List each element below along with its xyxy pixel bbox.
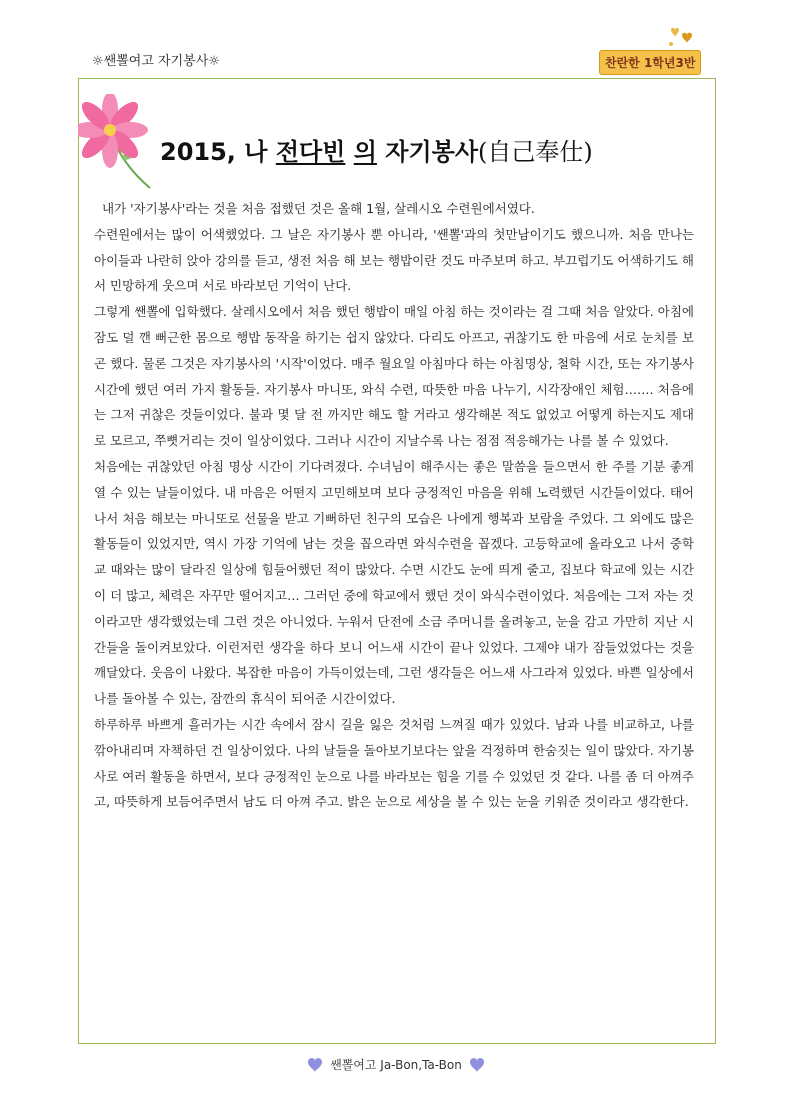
page-title <box>160 132 720 167</box>
class-badge: 찬란한 1학년3반 <box>599 50 701 75</box>
heart-right-icon <box>468 1057 486 1073</box>
title-hanja: (自己奉仕) <box>478 138 593 166</box>
essay-paragraph: 처음에는 귀찮았던 아침 명상 시간이 기다려졌다. 수녀님이 해주시는 좋은 말씀을 들으면서 한 주를 기분 좋게 열 수 있는 날들이었다. 내 마음은 어떤지 고민해보며 보다 긍정적인 마음을 위해 노력했던 시간들이었다. 태어나서 처음 해보는 마니또로 선물을 받고 기뻐하던 친구의 모습은 나에게 행복과 보람을 주었다. 그 외에도 많은 활동들이 있었지만, 역시 가장 기억에 남는 것을 꼽으라면 와식수련을 꼽겠다. 고등학교에 올라오고 나서 중학교 때와는 많이 달라진 일상에 힘들어했던 적이 많았다. 수면 시간도 눈에 띄게 줄고, 집보다 학교에 있는 시간이 더 많고, 체력은 자꾸만 떨어지고… 그러던 중에 학교에서 했던 것이 와식수련이었다. 처음에는 그저 자는 것이라고만 생각했었는데 그런 것은 아니었다. 누워서 단전에 소금 주머니를 올려놓고, 눈을 감고 가만히 지난 시간들을 돌이켜보았다. 이런저런 생각을 하다 보니 어느새 시간이 끝나 있었다. 그제야 내가 잠들었었다는 것을 깨달았다. 웃음이 나왔다. 복잡한 마음이 가득이었는데, 그런 생각들은 어느새 사그라져 있었다. 바쁜 일상에서 나를 돌아볼 수 있는, 잠깐의 휴식이 되어준 시간이었다. <box>94 458 694 707</box>
essay-paragraph: 수련원에서는 많이 어색했었다. 그 날은 자기봉사 뿐 아니라, '쌘뽈'과의 첫만남이기도 했으니까. 처음 만나는 아이들과 나란히 앉아 강의를 듣고, 생전 처음 해 보는 행밥이란 것도 마주보며 하고. 부끄럽기도 어색하기도 해서 민망하게 웃으며 서로 바라보던 기억이 난다. <box>94 226 694 294</box>
essay-paragraph: 하루하루 바쁘게 흘러가는 시간 속에서 잠시 길을 잃은 것처럼 느껴질 때가 있었다. 남과 나를 비교하고, 나를 깎아내리며 자책하던 건 일상이었다. 나의 날들을 돌아보기보다는 앞을 걱정하며 한숨짓는 일이 많았다. 자기봉사로 여러 활동을 하면서, 보다 긍정적인 눈으로 나를 바라보는 힘을 기를 수 있었던 것 같다. 나를 좀 더 아껴주고, 따뜻하게 보듬어주면서 남도 더 아껴 주고. 밝은 눈으로 세상을 볼 수 있는 눈을 키워준 것이라고 생각한다. <box>94 716 694 810</box>
title-particle: 의 <box>353 138 377 166</box>
heart-left-icon <box>306 1057 324 1073</box>
essay-body <box>94 196 694 815</box>
title-prefix: 2015, 나 <box>160 138 276 166</box>
essay-paragraph: 그렇게 쌘뽈에 입학했다. 살레시오에서 처음 했던 행밥이 매일 아침 하는 것이라는 걸 그때 처음 알았다. 아침에 잠도 덜 깬 뻐근한 몸으로 행밥 동작을 하기는 쉽지 않았다. 다리도 아프고, 귀찮기도 한 마음에 서로 눈치를 보곤 했다. 물론 그것은 자기봉사의 '시작'이었다. 매주 월요일 아침마다 하는 아침명상, 철학 시간, 또는 자기봉사 시간에 했던 여러 가지 활동들. 자기봉사 마니또, 와식 수련, 따뜻한 마음 나누기, 시각장애인 체험……. 처음에는 그저 귀찮은 것들이었다. 불과 몇 달 전 까지만 해도 할 거라고 생각해본 적도 없었고 어떻게 하는지도 제대로 모르고, 쭈뼛거리는 것이 일상이었다. 그러나 시간이 지날수록 나는 점점 적응해가는 나를 볼 수 있었다. <box>94 304 694 449</box>
footer-text: 쌘뽈여고 Ja-Bon,Ta-Bon <box>330 1058 462 1072</box>
deco-hearts-icon <box>667 26 697 50</box>
title-middle <box>345 138 353 166</box>
footer <box>0 1056 792 1073</box>
cosmos-flower-icon <box>78 94 160 194</box>
header-title: ☼쌘뽈여고 자기봉사☼ <box>92 54 220 69</box>
title-name: 전다빈 <box>275 138 346 166</box>
title-suffix: 자기봉사 <box>376 138 479 166</box>
class-badge-wrap <box>599 50 701 75</box>
essay-paragraph: 내가 '자기봉사'라는 것을 처음 접했던 것은 올해 1월, 살레시오 수련원에서였다. <box>102 201 535 216</box>
